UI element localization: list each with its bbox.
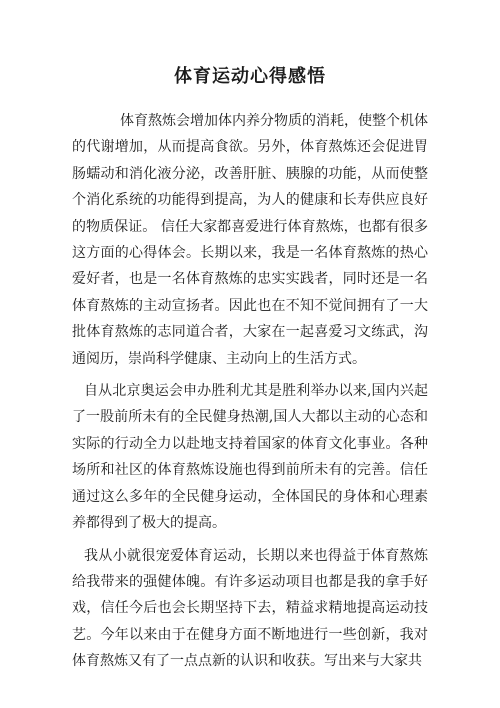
document-title: 体育运动心得感悟: [174, 66, 326, 87]
paragraph-2: 自从北京奥运会申办胜利尤其是胜利举办以来,国内兴起了一股前所未有的全民健身热潮,国人大都以主动的心态和实际的行动全力以赴地支持着国家的体育文化事业。各种场所和社区的体育熬炼设施也得到前所未有的完善。信任通过这么多年的全民健身运动，全体国民的身体和心理素养都得到了极大的提高。: [72, 383, 428, 532]
paragraph-3: 我从小就很宠爱体育运动，长期以来也得益于体育熬炼给我带来的强健体魄。有许多运动项目也都是我的拿手好戏，信任今后也会长期坚持下去，精益求精地提高运动技艺。今年以来由于在健身方面不断地进行一些创新，我对体育熬炼又有了一点点新的认识和收获。写出来与大家共: [72, 547, 428, 670]
paragraph-1: 体育熬炼会增加体内养分物质的消耗，使整个机体的代谢增加，从而提高食欲。另外，体育熬炼还会促进胃肠蠕动和消化液分泌，改善肝脏、胰腺的功能，从而使整个消化系统的功能得到提高，为人的健康和长寿供应良好的物质保证。 信任大家都喜爱进行体育熬炼，也都有很多这方面的心得体会。长期以来，我是一名体育熬炼的热心爱好者，也是一名体育熬炼的忠实实践者，同时还是一名体育熬炼的主动宣扬者。因此也在不知不觉间拥有了一大批体育熬炼的志同道合者，大家在一起喜爱习文练武，沟通阅历，崇尚科学健康、主动向上的生活方式。: [72, 113, 428, 367]
